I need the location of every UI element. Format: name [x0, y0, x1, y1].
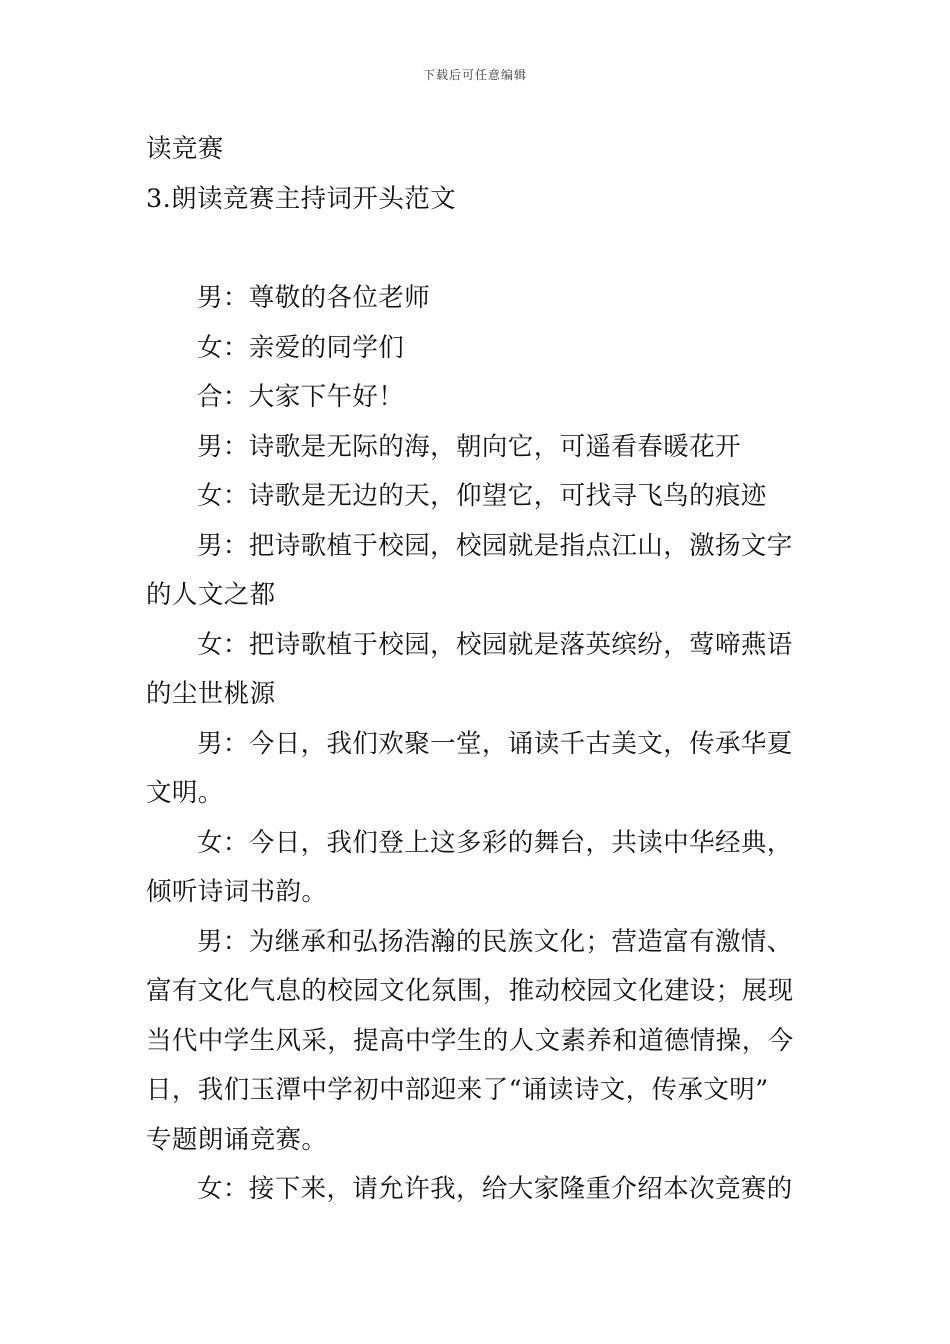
paragraph-line: 的人文之都 — [146, 580, 276, 610]
paragraph-line: 男：诗歌是无际的海，朝向它，可遥看春暖花开 — [197, 431, 741, 462]
paragraph-line: 女：接下来，请允许我，给大家隆重介绍本次竞赛的 — [197, 1174, 793, 1204]
paragraph-line: 女：亲爱的同学们 — [197, 332, 405, 363]
paragraph-line: 男：为继承和弘扬浩瀚的民族文化；营造富有激情、 — [197, 926, 793, 957]
paragraph — [146, 720, 810, 819]
paragraph — [146, 373, 810, 423]
paragraph — [146, 423, 810, 473]
paragraph — [146, 472, 810, 522]
paragraph-line: 女：今日，我们登上这多彩的舞台，共读中华经典， — [197, 827, 793, 858]
paragraph-line: 专题朗诵竞赛。 — [146, 1124, 328, 1155]
paragraph — [146, 324, 810, 374]
section-heading: 3.朗读竞赛主持词开头范文 — [146, 183, 457, 214]
paragraph-line: 倾听诗词书韵。 — [146, 877, 328, 907]
paragraph — [146, 819, 810, 918]
paragraph-line: 女：把诗歌植于校园，校园就是落英缤纷，莺啼燕语 — [197, 629, 793, 660]
paragraph — [146, 522, 810, 621]
paragraph-line: 男：把诗歌植于校园，校园就是指点江山，激扬文字 — [197, 530, 793, 561]
paragraph-line: 男：今日，我们欢聚一堂，诵读千古美文，传承华夏 — [197, 728, 793, 759]
paragraph — [146, 918, 810, 1166]
paragraph-line: 当代中学生风采，提高中学生的人文素养和道德情操，今 — [146, 1025, 794, 1056]
paragraph-line: 文明。 — [146, 778, 224, 808]
document-body — [146, 125, 810, 1215]
paragraph-line: 女：诗歌是无边的天，仰望它，可找寻飞鸟的痕迹 — [197, 481, 767, 511]
blank-line — [146, 224, 810, 274]
text-line-continuation: 读竞赛 — [146, 134, 224, 164]
paragraph — [146, 1165, 810, 1215]
paragraph — [146, 621, 810, 720]
paragraph — [146, 274, 810, 324]
paragraph-line: 富有文化气息的校园文化氛围，推动校园文化建设；展现 — [146, 976, 794, 1006]
paragraph-line: 日，我们玉潭中学初中部迎来了“诵读诗文，传承文明” — [146, 1075, 769, 1105]
paragraph-line: 合：大家下午好！ — [197, 382, 405, 412]
paragraph-line: 的尘世桃源 — [146, 679, 276, 709]
paragraph-line: 男：尊敬的各位老师 — [197, 283, 431, 313]
page-header: 下载后可任意编辑 — [422, 68, 527, 82]
